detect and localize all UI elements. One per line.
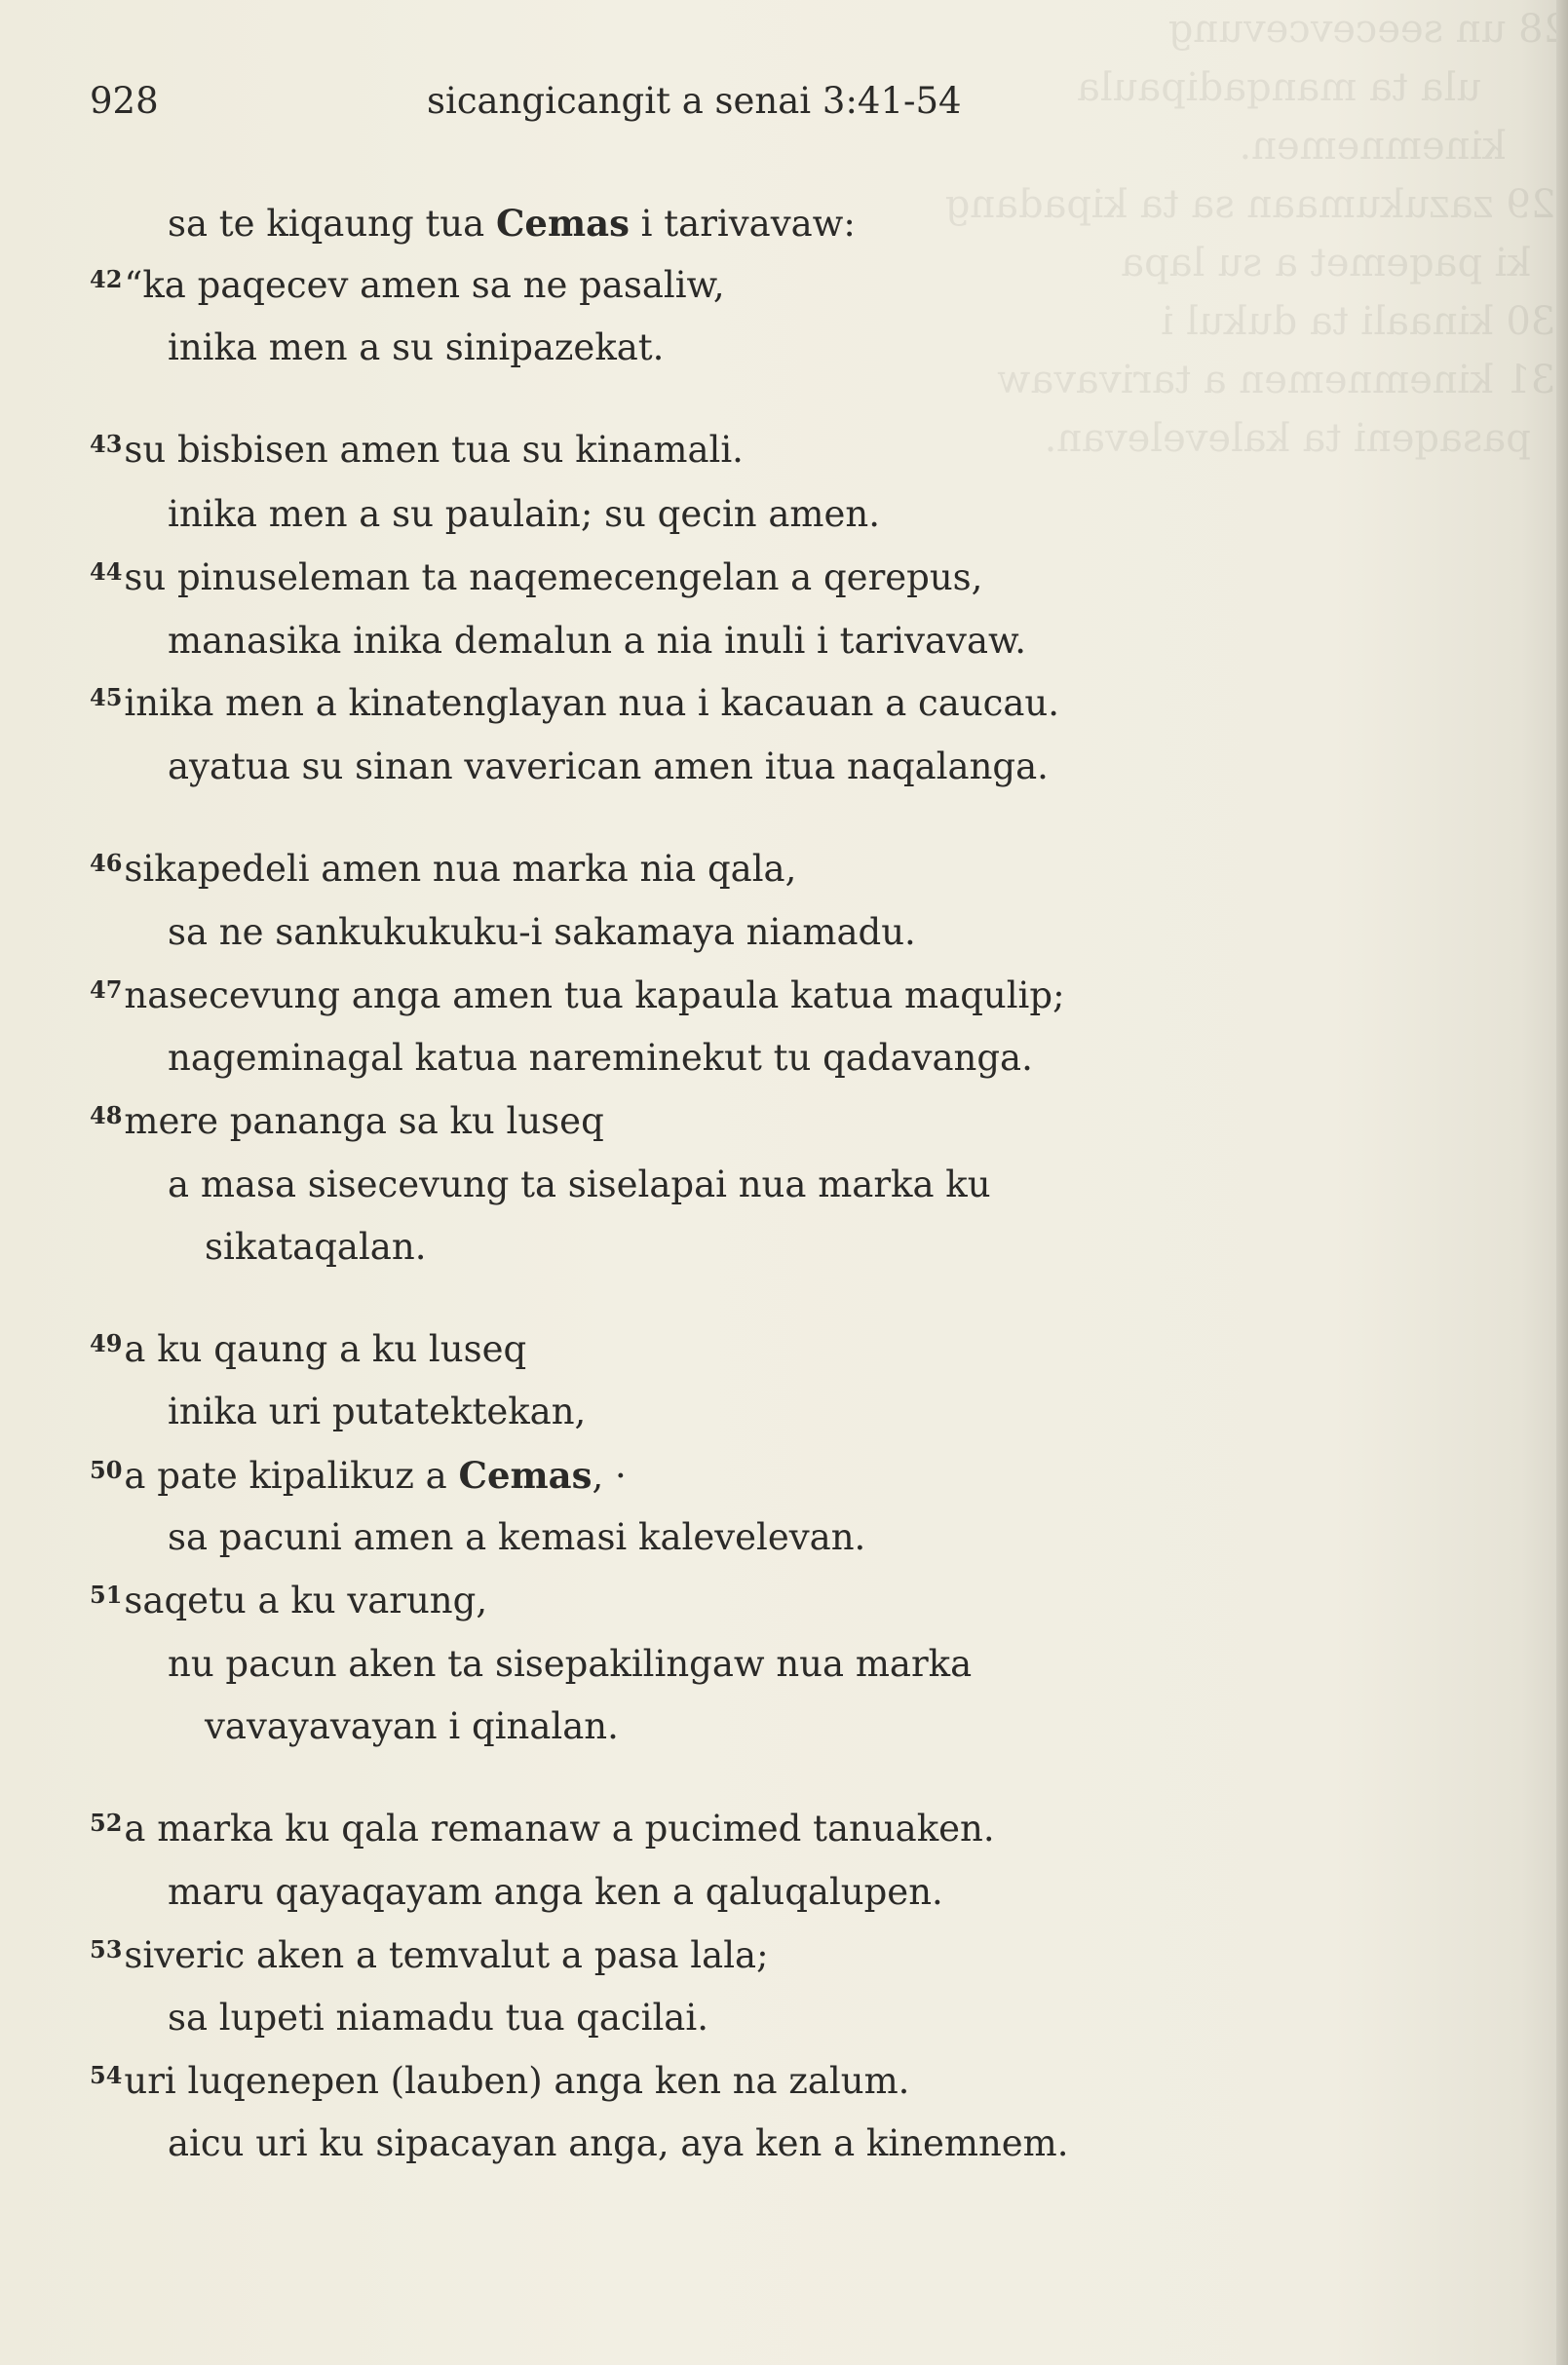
verse-line: [168, 911, 916, 953]
verse-line: [205, 1705, 619, 1747]
verse-line: [90, 1808, 995, 1850]
line-text: manasika inika demalun a nia inuli i tarivavaw.: [168, 620, 1027, 662]
verse-line: [168, 326, 664, 368]
line-text: a pate kipalikuz a: [124, 1455, 459, 1497]
verse-line: [168, 745, 1049, 787]
line-text: a ku qaung a ku luseq: [124, 1328, 527, 1370]
verse-line: [168, 620, 1026, 662]
line-text: sa te kiqaung tua: [168, 203, 496, 245]
line-text: maru qayaqayam anga ken a qaluqalupen.: [168, 1871, 943, 1913]
verse-line: [168, 2122, 1069, 2164]
line-text: sa ne sankukukuku-i sakamaya niamadu.: [168, 911, 916, 953]
verse-number: 46: [90, 849, 123, 877]
line-text: siveric aken a temvalut a pasa lala;: [124, 1934, 769, 1976]
verse-number: 45: [90, 683, 123, 711]
verse-line: [168, 1516, 865, 1558]
line-text: sikapedeli amen nua marka nia qala,: [124, 848, 797, 890]
line-text: , ·: [592, 1455, 627, 1497]
verse-line: [90, 1328, 526, 1370]
verse-line: [90, 2060, 909, 2102]
verse-line: [168, 202, 856, 245]
verse-line: [168, 1871, 943, 1913]
verse-number: 52: [90, 1809, 123, 1837]
line-text: nasecevung anga amen tua kapaula katua maqulip;: [124, 974, 1065, 1016]
verse-line: [168, 1037, 1033, 1079]
name-emphasis: Cemas: [495, 202, 630, 245]
line-text: a masa sisecevung ta siselapai nua marka ku: [168, 1163, 991, 1205]
line-text: vavayavayan i qinalan.: [205, 1705, 619, 1747]
line-text: a marka ku qala remanaw a pucimed tanuaken.: [124, 1808, 995, 1850]
verse-line: [90, 1580, 487, 1621]
verse-line: [168, 1163, 991, 1205]
line-text: aicu uri ku sipacayan anga, aya ken a kinemnem.: [168, 2122, 1069, 2164]
line-text: mere pananga sa ku luseq: [124, 1100, 604, 1142]
verse-number: 54: [90, 2061, 123, 2089]
line-text: nageminagal katua nareminekut tu qadavanga.: [168, 1037, 1033, 1079]
line-text: nu pacun aken ta sisepakilingaw nua marka: [168, 1643, 973, 1685]
verse-line: [90, 264, 725, 306]
verse-line: [90, 682, 1059, 724]
show-through-text: 28 un seecevcevung ula ta manqadipaula kinemnemen. 29 zazukumaan sa ta kipadang ki paqemet a su lapa 30 kinaali ta dukul i 31 kinemnemen a tarivavaw pasaqeni ta kalevelevan.: [944, 7, 1568, 461]
verse-line: [168, 1997, 708, 2039]
line-text: inika men a su sinipazekat.: [168, 326, 665, 368]
verse-line: [90, 429, 744, 471]
line-text: uri luqenepen (lauben) anga ken na zalum.: [124, 2060, 910, 2102]
line-text: inika men a kinatenglayan nua i kacauan a caucau.: [124, 682, 1060, 724]
line-text: sikataqalan.: [205, 1226, 427, 1268]
verse-line: [168, 1391, 586, 1432]
verse-line: [205, 1226, 426, 1268]
line-text: i tarivavaw:: [629, 203, 856, 245]
line-text: inika uri putatektekan,: [168, 1391, 587, 1432]
line-text: ayatua su sinan vaverican amen itua naqalanga.: [168, 745, 1049, 787]
line-text: saqetu a ku varung,: [124, 1580, 488, 1621]
verse-line: [168, 1643, 972, 1685]
line-text: su bisbisen amen tua su kinamali.: [124, 429, 744, 471]
verse-line: [90, 848, 796, 890]
verse-line: [168, 493, 880, 535]
page-number: 928: [90, 80, 159, 122]
verse-line: [90, 556, 982, 598]
name-emphasis: Cemas: [458, 1454, 593, 1497]
verse-line: [90, 1100, 604, 1142]
running-title: sicangicangit a senai 3:41-54: [427, 80, 962, 122]
verse-number: 51: [90, 1581, 123, 1609]
verse-number: 48: [90, 1101, 123, 1129]
line-text: inika men a su paulain; su qecin amen.: [168, 493, 881, 535]
verse-number: 53: [90, 1935, 123, 1964]
verse-number: 49: [90, 1329, 123, 1357]
verse-number: 47: [90, 975, 123, 1004]
line-text: “ka paqecev amen sa ne pasaliw,: [124, 264, 725, 306]
verse-line: [90, 974, 1065, 1016]
verse-line: [90, 1934, 769, 1976]
verse-number: 50: [90, 1456, 123, 1484]
verse-number: 44: [90, 557, 123, 586]
line-text: sa pacuni amen a kemasi kalevelevan.: [168, 1516, 866, 1558]
line-text: sa lupeti niamadu tua qacilai.: [168, 1997, 708, 2039]
verse-line: [90, 1454, 627, 1497]
verse-number: 43: [90, 430, 123, 458]
line-text: su pinuseleman ta naqemecengelan a qerepus,: [124, 556, 983, 598]
verse-number: 42: [90, 265, 123, 293]
